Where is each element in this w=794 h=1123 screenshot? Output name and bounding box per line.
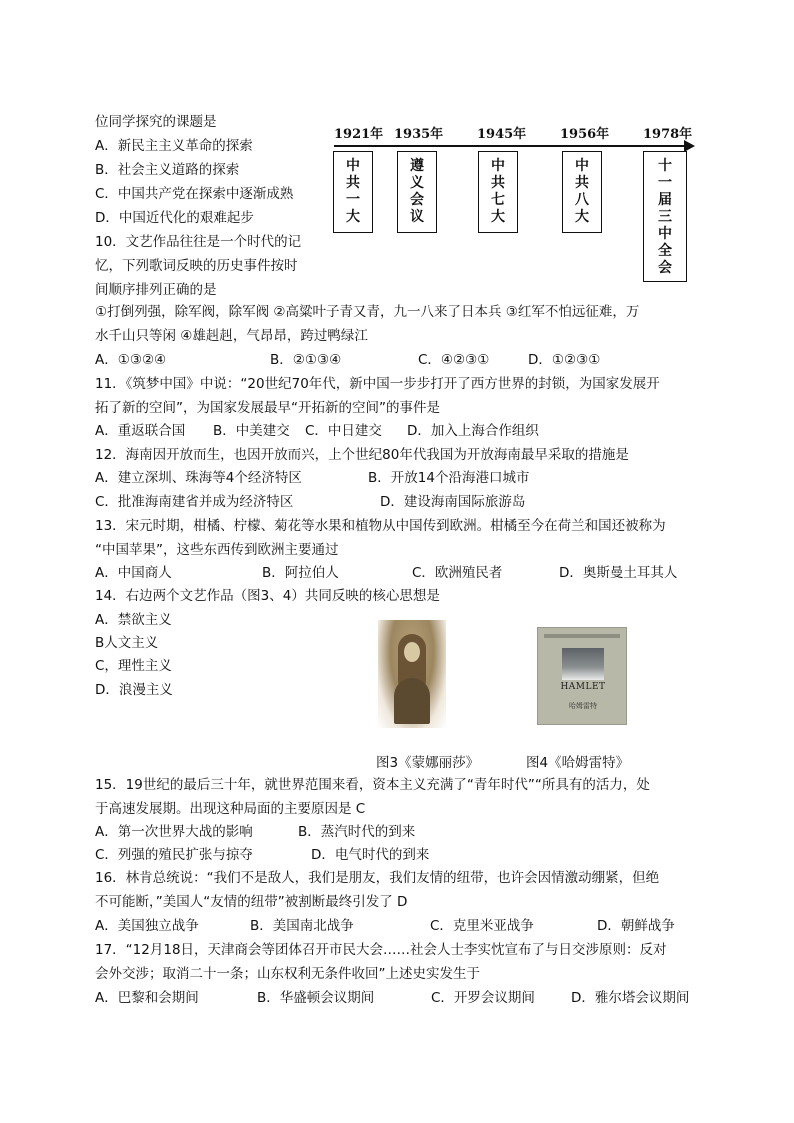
hamlet-book-image [537,627,627,725]
option-d: D．电气时代的到来 [311,847,430,863]
timeline-event-char: 共 [346,175,360,191]
timeline-event-box [562,151,602,233]
option-c: C．列强的殖民扩张与掠夺 [95,847,253,863]
option-c: C．开罗会议期间 [431,990,535,1006]
option-d: D．①②③① [528,352,601,368]
timeline-event-char: 义 [410,175,424,191]
timeline-event-box [397,151,437,233]
timeline-event-char: 遵 [410,158,424,174]
option-c: C．克里米亚战争 [430,918,534,934]
option-b: B人文主义 [95,635,159,651]
option-b: B．华盛顿会议期间 [257,990,375,1006]
text-line: 位同学探究的课题是 [95,114,217,130]
option-b: B．开放14个沿海港口城市 [368,470,530,486]
option-a: A．美国独立战争 [95,918,199,934]
question-11: 11．《筑梦中国》中说：“20世纪70年代，新中国一步步打开了西方世界的封锁，为国家发展开 [95,376,660,392]
option-a: A．新民主主义革命的探索 [95,138,253,154]
q11-options [95,421,539,441]
question-17: 17．“12月18日，天津商会等团体召开市民大会……社会人士李实忱宣布了与日交涉原则：反对 [95,942,667,958]
timeline-year: 1935年 [394,127,444,142]
timeline-event-char: 大 [346,209,360,225]
timeline-event-char: 中 [575,158,589,174]
timeline-axis [334,145,686,147]
figure-3-caption: 图3《蒙娜丽莎》 [376,755,480,771]
text-line: 水千山只等闲 ④雄赳赳，气昂昂，跨过鸭绿江 [95,328,368,344]
option-a: A．建立深圳、珠海等4个经济特区 [95,470,302,486]
timeline-event-box [643,151,687,282]
option-b: B．社会主义道路的探索 [95,162,240,178]
option-b: B．美国南北战争 [250,918,354,934]
book-title: HAMLET [560,682,606,692]
text-line: 拓了新的空间”，为国家发展最早“开拓新的空间”的事件是 [95,400,440,416]
timeline-event-box [478,151,518,233]
timeline-event-char: 一 [658,175,672,191]
option-c: C．中国共产党在探索中逐渐成熟 [95,186,294,202]
option-d: D．朝鲜战争 [597,918,675,934]
timeline-event-char: 议 [410,209,424,225]
mona-lisa-image [378,620,446,728]
option-b: B．蒸汽时代的到来 [298,824,416,840]
option-d: D．中国近代化的艰难起步 [95,210,254,226]
option-a: A．巴黎和会期间 [95,990,199,1006]
option-d: D．建设海南国际旅游岛 [380,494,526,510]
option-b: B．阿拉伯人 [262,565,339,581]
option-d: D．奥斯曼土耳其人 [559,565,678,581]
timeline-event-char: 会 [658,260,672,276]
option-d: D．加入上海合作组织 [407,423,539,439]
q12-options-2 [95,492,525,512]
text-line: 忆，下列歌词反映的历史事件按时 [95,258,298,274]
timeline-year: 1978年 [643,127,693,142]
option-a: A．①③②④ [95,352,167,368]
timeline-event-char: 七 [491,192,505,208]
text-line: 间顺序排列正确的是 [95,282,217,298]
option-a: A．禁欲主义 [95,612,172,628]
timeline-year: 1921年 [334,127,384,142]
timeline-year: 1945年 [477,127,527,142]
option-b: B．②①③④ [270,352,342,368]
question-15: 15．19世纪的最后三十年，就世界范围来看，资本主义充满了“青年时代”“所具有的活力，处 [95,777,650,793]
mona-lisa-body [394,678,430,724]
q10-options [95,350,600,370]
option-c: C．批准海南建省并成为经济特区 [95,494,294,510]
timeline-event-char: 共 [575,175,589,191]
q12-options-1 [95,468,529,488]
question-12: 12．海南因开放而生，也因开放而兴，上个世纪80年代我国为开放海南最早采取的措施是 [95,447,629,463]
option-d: D．浪漫主义 [95,682,173,698]
timeline-event-char: 中 [346,158,360,174]
timeline-event-char: 三 [658,209,672,225]
option-c: C．中日建交 [305,423,382,439]
timeline-event-box [333,151,373,233]
option-c: C．欧洲殖民者 [412,565,503,581]
question-14: 14．右边两个文艺作品（图3、4）共同反映的核心思想是 [95,588,440,604]
q13-options [95,563,677,583]
timeline-event-char: 届 [658,192,672,208]
q15-options-1 [95,822,415,842]
q16-options [95,916,675,936]
figure-4-caption: 图4《哈姆雷特》 [526,755,630,771]
question-16: 16．林肯总统说：“我们不是敌人，我们是朋友，我们友情的纽带，也许会因情激动绷紧，但绝 [95,870,660,886]
book-title-cn: 哈姆雷特 [569,702,597,710]
option-a: A．第一次世界大战的影响 [95,824,253,840]
timeline-event-char: 全 [658,243,672,259]
q15-options-2 [95,845,429,865]
timeline-event-char: 十 [658,158,672,174]
timeline-event-char: 中 [658,226,672,242]
q17-options [95,988,689,1008]
timeline-event-char: 共 [491,175,505,191]
text-line: 不可能断，”美国人“友情的纽带”被割断最终引发了 D [95,894,408,910]
timeline-event-char: 会 [410,192,424,208]
text-line: 于高速发展期。出现这种局面的主要原因是 C [95,801,366,817]
timeline-year: 1956年 [560,127,610,142]
question-13: 13．宋元时期，柑橘、柠檬、菊花等水果和植物从中国传到欧洲。柑橘至今在荷兰和国还被称为 [95,518,666,534]
book-cover-picture [562,648,604,680]
option-a: A．重返联合国 [95,423,186,439]
timeline-event-char: 大 [575,209,589,225]
option-c: C．④②③① [418,352,490,368]
timeline-event-char: 大 [491,209,505,225]
timeline-event-char: 八 [575,192,589,208]
question-10: 10．文艺作品往往是一个时代的记 [95,234,302,250]
text-line: ①打倒列强，除军阀，除军阀 ②高粱叶子青又青，九一八来了日本兵 ③红军不怕远征难，万 [95,304,640,320]
timeline-event-char: 一 [346,192,360,208]
option-c: C，理性主义 [95,658,172,674]
book-top-strip [544,634,620,638]
text-line: “中国苹果”，这些东西传到欧洲主要通过 [95,542,339,558]
option-a: A．中国商人 [95,565,172,581]
mona-lisa-face [404,642,420,662]
text-line: 会外交涉；取消二十一条；山东权利无条件收回”上述史实发生于 [95,966,480,982]
option-d: D．雅尔塔会议期间 [571,990,690,1006]
option-b: B．中美建交 [213,423,290,439]
timeline-event-char: 中 [491,158,505,174]
